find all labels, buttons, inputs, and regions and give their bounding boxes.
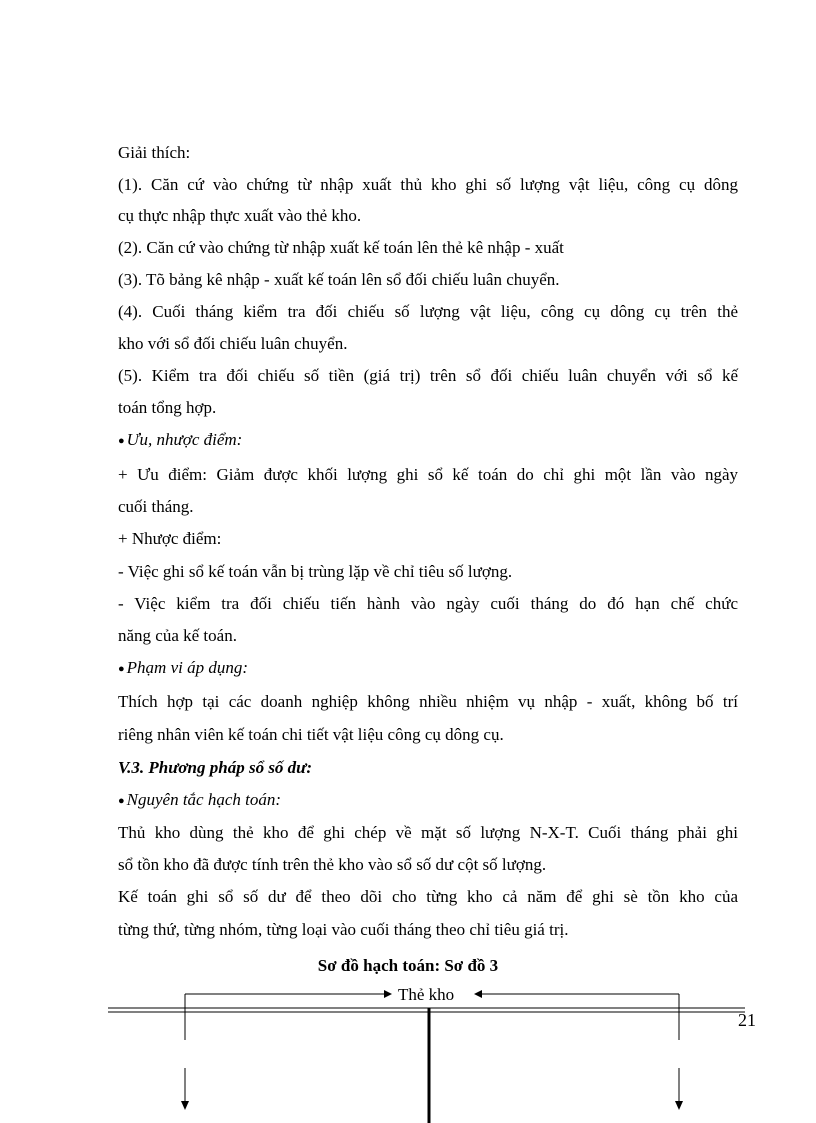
bullet-icon: ● (118, 435, 125, 447)
text-line: (1). Căn cứ vào chứng từ nhập xuất thủ kho ghi số lượng vật liệu, công cụ dông (118, 175, 738, 194)
subheading-pros-cons: ● Ưu, nhược điểm: (118, 430, 243, 449)
text-line: cụ thực nhập thực xuất vào thẻ kho. (118, 206, 362, 225)
text-line: năng của kế toán. (118, 626, 237, 645)
text-line: Thích hợp tại các doanh nghiệp không nhiều nhiệm vụ nhập - xuất, không bố trí (118, 692, 738, 711)
subheading-scope: ● Phạm vi áp dụng: (118, 658, 248, 677)
subheading-principle: ● Nguyên tắc hạch toán: (118, 790, 282, 809)
text-line: Giải thích: (118, 143, 191, 162)
text-line: Thủ kho dùng thẻ kho để ghi chép về mặt số lượng N-X-T. Cuối tháng phải ghi (118, 823, 738, 842)
section-heading: V.3. Phương pháp sổ số dư: (118, 758, 313, 777)
text-line: + Nhược điểm: (118, 529, 222, 548)
text-line: từng thứ, từng nhóm, từng loại vào cuối tháng theo chỉ tiêu giá trị. (118, 920, 569, 939)
text-line: toán tổng hợp. (118, 398, 217, 417)
text-line: (3). Tõ bảng kê nhập - xuất kế toán lên sổ đối chiếu luân chuyển. (118, 270, 560, 289)
text-line: cuối tháng. (118, 497, 194, 516)
text-line: - Việc kiểm tra đối chiếu tiến hành vào ngày cuối tháng do đó hạn chế chức (118, 594, 738, 613)
text-line: (4). Cuối tháng kiểm tra đối chiếu số lượng vật liệu, công cụ dông cụ trên thẻ (118, 302, 738, 321)
text-line: - Việc ghi sổ kế toán vẫn bị trùng lặp về chỉ tiêu số lượng. (118, 562, 513, 581)
diagram-title: Sơ đồ hạch toán: Sơ đồ 3 (317, 956, 499, 975)
text-line: (2). Căn cứ vào chứng từ nhập xuất kế toán lên thẻ kê nhập - xuất (118, 238, 564, 257)
diagram-node-the-kho: Thẻ kho (398, 985, 455, 1004)
text-line: (5). Kiểm tra đối chiếu số tiền (giá trị) trên sổ đối chiếu luân chuyển với sổ kế (118, 366, 738, 385)
text-line: + Ưu điểm: Giảm được khối lượng ghi sổ kế toán do chỉ ghi một lần vào ngày (118, 465, 738, 484)
arrow-right-icon (384, 990, 392, 998)
bullet-icon: ● (118, 795, 125, 807)
arrow-left-icon (474, 990, 482, 998)
text-line: riêng nhân viên kế toán chi tiết vật liệu công cụ dông cụ. (118, 725, 504, 744)
arrow-down-icon (181, 1101, 189, 1110)
arrow-down-icon (675, 1101, 683, 1110)
text-line: kho với sổ đối chiếu luân chuyển. (118, 334, 348, 353)
page-number: 21 (738, 1010, 756, 1030)
bullet-icon: ● (118, 663, 125, 675)
text-line: sổ tồn kho đã được tính trên thẻ kho vào sổ số dư cột số lượng. (118, 855, 547, 874)
text-line: Kế toán ghi sổ số dư để theo dõi cho từng kho cả năm để ghi sè tồn kho của (118, 887, 738, 906)
